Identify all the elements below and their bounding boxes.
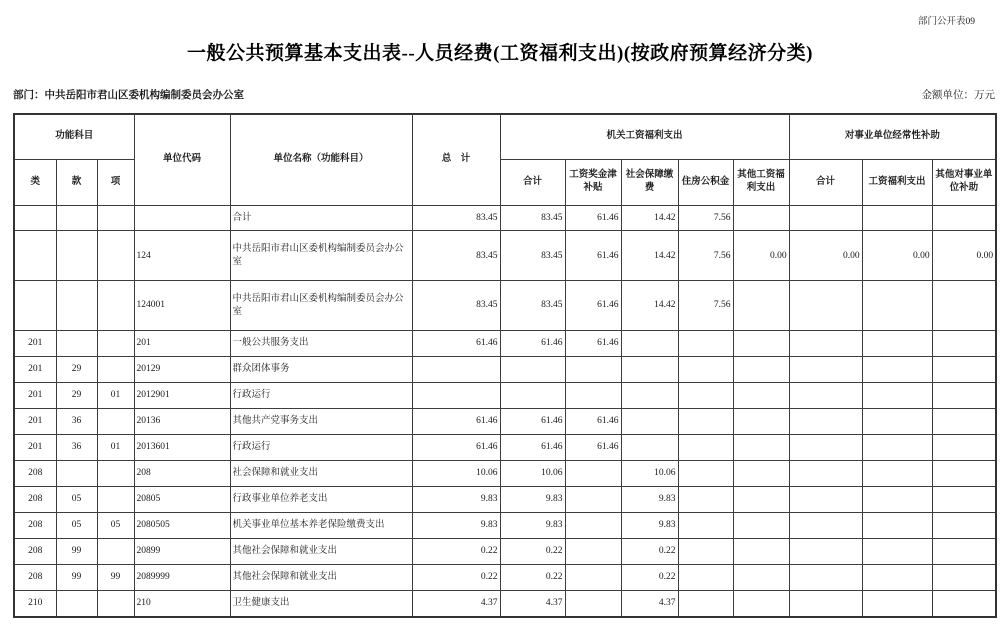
cell-unit-code [134, 205, 230, 231]
cell-inst-other [932, 512, 996, 538]
table-row [14, 331, 996, 357]
cell-org-housing-fund [678, 331, 733, 357]
cell-item-code [97, 486, 134, 512]
cell-section-code [56, 590, 97, 617]
cell-org-other-welfare [733, 357, 789, 383]
cell-unit-code: 210 [134, 590, 230, 617]
cell-org-salary-bonus [565, 383, 621, 409]
table-row [14, 460, 996, 486]
cell-org-housing-fund [678, 538, 733, 564]
cell-inst-welfare [862, 409, 932, 435]
cell-org-other-welfare [733, 512, 789, 538]
cell-unit-name: 社会保障和就业支出 [230, 460, 412, 486]
table-row [14, 435, 996, 461]
cell-unit-name: 其他社会保障和就业支出 [230, 564, 412, 590]
cell-section-code [56, 331, 97, 357]
cell-unit-name: 行政事业单位养老支出 [230, 486, 412, 512]
cell-unit-name: 卫生健康支出 [230, 590, 412, 617]
cell-class-code: 201 [14, 357, 56, 383]
cell-unit-name: 行政运行 [230, 435, 412, 461]
cell-class-code [14, 231, 56, 281]
cell-unit-code: 2080505 [134, 512, 230, 538]
cell-inst-other [932, 460, 996, 486]
cell-org-total: 0.22 [500, 564, 565, 590]
table-row [14, 409, 996, 435]
cell-org-social-security: 0.22 [621, 564, 678, 590]
header-unit-name: 单位名称（功能科目） [230, 114, 412, 205]
table-row [14, 281, 996, 331]
table-body [14, 205, 996, 617]
cell-org-housing-fund: 7.56 [678, 205, 733, 231]
cell-inst-welfare [862, 460, 932, 486]
cell-org-salary-bonus [565, 486, 621, 512]
cell-class-code: 208 [14, 564, 56, 590]
cell-unit-code: 201 [134, 331, 230, 357]
cell-org-other-welfare [733, 281, 789, 331]
cell-org-social-security: 10.06 [621, 460, 678, 486]
cell-inst-other [932, 205, 996, 231]
cell-class-code: 208 [14, 538, 56, 564]
cell-unit-code: 20899 [134, 538, 230, 564]
header-col-item: 项 [97, 159, 134, 205]
cell-section-code [56, 231, 97, 281]
cell-org-social-security [621, 409, 678, 435]
cell-inst-other: 0.00 [932, 231, 996, 281]
cell-section-code: 29 [56, 383, 97, 409]
cell-class-code: 208 [14, 486, 56, 512]
cell-inst-welfare [862, 564, 932, 590]
cell-org-total: 83.45 [500, 231, 565, 281]
cell-unit-name: 合计 [230, 205, 412, 231]
cell-org-social-security: 14.42 [621, 231, 678, 281]
cell-inst-total [789, 435, 862, 461]
cell-inst-total [789, 409, 862, 435]
cell-inst-welfare [862, 538, 932, 564]
cell-inst-other [932, 486, 996, 512]
department-label: 部门：中共岳阳市君山区委机构编制委员会办公室 [13, 90, 244, 101]
cell-inst-welfare [862, 590, 932, 617]
header-row-groups [14, 114, 996, 159]
cell-inst-other [932, 564, 996, 590]
cell-org-social-security [621, 331, 678, 357]
cell-item-code: 01 [97, 383, 134, 409]
header-col-section: 款 [56, 159, 97, 205]
cell-class-code: 210 [14, 590, 56, 617]
cell-item-code [97, 460, 134, 486]
cell-inst-welfare [862, 357, 932, 383]
cell-org-social-security [621, 435, 678, 461]
header-inst-total: 合计 [789, 159, 862, 205]
cell-org-total: 0.22 [500, 538, 565, 564]
cell-grand-total: 61.46 [412, 331, 500, 357]
cell-org-total: 4.37 [500, 590, 565, 617]
cell-unit-code: 20136 [134, 409, 230, 435]
cell-org-social-security: 9.83 [621, 512, 678, 538]
cell-org-salary-bonus: 61.46 [565, 231, 621, 281]
cell-unit-code: 124001 [134, 281, 230, 331]
cell-class-code: 201 [14, 383, 56, 409]
cell-org-salary-bonus: 61.46 [565, 331, 621, 357]
cell-org-other-welfare [733, 205, 789, 231]
cell-inst-other [932, 590, 996, 617]
cell-inst-welfare: 0.00 [862, 231, 932, 281]
cell-org-total: 61.46 [500, 435, 565, 461]
cell-org-housing-fund [678, 564, 733, 590]
table-row [14, 512, 996, 538]
cell-unit-name: 中共岳阳市君山区委机构编制委员会办公室 [230, 281, 412, 331]
cell-item-code [97, 281, 134, 331]
cell-grand-total [412, 357, 500, 383]
cell-inst-welfare [862, 486, 932, 512]
cell-item-code [97, 357, 134, 383]
cell-org-housing-fund [678, 409, 733, 435]
cell-org-salary-bonus [565, 460, 621, 486]
header-org-housing-fund: 住房公积金 [678, 159, 733, 205]
cell-org-total: 61.46 [500, 409, 565, 435]
cell-org-total: 83.45 [500, 281, 565, 331]
cell-class-code: 208 [14, 512, 56, 538]
cell-inst-other [932, 281, 996, 331]
cell-org-social-security: 4.37 [621, 590, 678, 617]
cell-org-social-security: 9.83 [621, 486, 678, 512]
cell-org-housing-fund [678, 590, 733, 617]
cell-unit-code: 20805 [134, 486, 230, 512]
cell-org-total [500, 383, 565, 409]
cell-inst-total [789, 281, 862, 331]
cell-unit-code: 124 [134, 231, 230, 281]
cell-org-social-security: 14.42 [621, 205, 678, 231]
table-header [14, 114, 996, 205]
cell-inst-total [789, 486, 862, 512]
header-org-group: 机关工资福利支出 [500, 114, 789, 159]
cell-inst-total: 0.00 [789, 231, 862, 281]
cell-grand-total: 83.45 [412, 205, 500, 231]
cell-grand-total: 61.46 [412, 409, 500, 435]
meta-row [13, 87, 995, 103]
cell-org-total: 9.83 [500, 486, 565, 512]
cell-section-code: 36 [56, 435, 97, 461]
cell-section-code: 29 [56, 357, 97, 383]
cell-org-social-security [621, 383, 678, 409]
cell-org-other-welfare [733, 564, 789, 590]
table-row [14, 205, 996, 231]
cell-inst-other [932, 331, 996, 357]
cell-org-social-security: 14.42 [621, 281, 678, 331]
cell-inst-other [932, 383, 996, 409]
cell-org-salary-bonus [565, 512, 621, 538]
cell-org-salary-bonus: 61.46 [565, 409, 621, 435]
cell-org-total: 9.83 [500, 512, 565, 538]
header-grand-total: 总 计 [412, 114, 500, 205]
cell-org-other-welfare [733, 409, 789, 435]
cell-org-total: 83.45 [500, 205, 565, 231]
cell-org-housing-fund [678, 383, 733, 409]
header-inst-other: 其他对事业单位补助 [932, 159, 996, 205]
cell-grand-total: 9.83 [412, 512, 500, 538]
header-org-social-security: 社会保障缴费 [621, 159, 678, 205]
cell-inst-welfare [862, 281, 932, 331]
cell-inst-total [789, 512, 862, 538]
cell-inst-total [789, 357, 862, 383]
cell-org-total: 10.06 [500, 460, 565, 486]
cell-class-code [14, 281, 56, 331]
cell-class-code: 201 [14, 435, 56, 461]
cell-inst-total [789, 205, 862, 231]
cell-item-code: 05 [97, 512, 134, 538]
cell-org-social-security [621, 357, 678, 383]
cell-org-housing-fund [678, 486, 733, 512]
cell-section-code: 36 [56, 409, 97, 435]
cell-unit-name: 行政运行 [230, 383, 412, 409]
form-number-label: 部门公开表09 [917, 17, 975, 27]
header-col-class: 类 [14, 159, 56, 205]
cell-inst-welfare [862, 512, 932, 538]
cell-unit-name: 一般公共服务支出 [230, 331, 412, 357]
cell-unit-code: 2013601 [134, 435, 230, 461]
cell-org-salary-bonus: 61.46 [565, 205, 621, 231]
cell-item-code [97, 538, 134, 564]
cell-item-code [97, 590, 134, 617]
cell-inst-welfare [862, 331, 932, 357]
budget-table [13, 113, 997, 618]
cell-class-code [14, 205, 56, 231]
page-title: 一般公共预算基本支出表--人员经费(工资福利支出)(按政府预算经济分类) [187, 43, 813, 64]
cell-inst-total [789, 383, 862, 409]
cell-grand-total: 0.22 [412, 538, 500, 564]
cell-unit-code: 20129 [134, 357, 230, 383]
cell-inst-total [789, 590, 862, 617]
cell-item-code: 01 [97, 435, 134, 461]
cell-org-housing-fund [678, 435, 733, 461]
cell-org-other-welfare [733, 383, 789, 409]
cell-org-salary-bonus: 61.46 [565, 435, 621, 461]
cell-item-code [97, 231, 134, 281]
cell-org-total: 61.46 [500, 331, 565, 357]
cell-grand-total [412, 383, 500, 409]
cell-org-other-welfare: 0.00 [733, 231, 789, 281]
cell-section-code: 05 [56, 512, 97, 538]
cell-class-code: 201 [14, 331, 56, 357]
cell-section-code [56, 205, 97, 231]
cell-org-other-welfare [733, 331, 789, 357]
table-row [14, 231, 996, 281]
cell-org-housing-fund [678, 512, 733, 538]
header-inst-group: 对事业单位经常性补助 [789, 114, 996, 159]
cell-grand-total: 61.46 [412, 435, 500, 461]
table-row [14, 564, 996, 590]
cell-item-code: 99 [97, 564, 134, 590]
cell-grand-total: 83.45 [412, 281, 500, 331]
cell-unit-code: 208 [134, 460, 230, 486]
cell-unit-name: 群众团体事务 [230, 357, 412, 383]
cell-section-code: 05 [56, 486, 97, 512]
cell-org-housing-fund [678, 460, 733, 486]
cell-section-code: 99 [56, 564, 97, 590]
cell-item-code [97, 331, 134, 357]
cell-grand-total: 10.06 [412, 460, 500, 486]
cell-inst-other [932, 538, 996, 564]
cell-section-code [56, 460, 97, 486]
cell-unit-code: 2012901 [134, 383, 230, 409]
cell-class-code: 201 [14, 409, 56, 435]
table-row [14, 590, 996, 617]
header-org-total: 合计 [500, 159, 565, 205]
cell-unit-code: 2089999 [134, 564, 230, 590]
cell-org-other-welfare [733, 590, 789, 617]
cell-section-code: 99 [56, 538, 97, 564]
cell-org-salary-bonus [565, 357, 621, 383]
table-row [14, 357, 996, 383]
cell-inst-total [789, 538, 862, 564]
cell-org-social-security: 0.22 [621, 538, 678, 564]
header-org-other-welfare: 其他工资福利支出 [733, 159, 789, 205]
cell-grand-total: 83.45 [412, 231, 500, 281]
cell-inst-total [789, 564, 862, 590]
cell-org-other-welfare [733, 460, 789, 486]
cell-org-other-welfare [733, 486, 789, 512]
cell-org-housing-fund: 7.56 [678, 231, 733, 281]
cell-inst-welfare [862, 205, 932, 231]
cell-org-housing-fund [678, 357, 733, 383]
cell-unit-name: 其他共产党事务支出 [230, 409, 412, 435]
header-org-salary-bonus: 工资奖金津补贴 [565, 159, 621, 205]
cell-org-total [500, 357, 565, 383]
cell-org-salary-bonus [565, 564, 621, 590]
cell-org-housing-fund: 7.56 [678, 281, 733, 331]
cell-inst-total [789, 460, 862, 486]
cell-unit-name: 机关事业单位基本养老保险缴费支出 [230, 512, 412, 538]
cell-class-code: 208 [14, 460, 56, 486]
cell-inst-welfare [862, 383, 932, 409]
table-row [14, 486, 996, 512]
table-row [14, 538, 996, 564]
cell-org-other-welfare [733, 538, 789, 564]
cell-unit-name: 其他社会保障和就业支出 [230, 538, 412, 564]
cell-item-code [97, 205, 134, 231]
cell-inst-other [932, 435, 996, 461]
cell-org-salary-bonus [565, 538, 621, 564]
cell-item-code [97, 409, 134, 435]
cell-grand-total: 0.22 [412, 564, 500, 590]
cell-org-salary-bonus: 61.46 [565, 281, 621, 331]
amount-unit-label: 金额单位：万元 [921, 90, 995, 101]
cell-inst-other [932, 357, 996, 383]
cell-grand-total: 9.83 [412, 486, 500, 512]
table-row [14, 383, 996, 409]
cell-grand-total: 4.37 [412, 590, 500, 617]
cell-org-other-welfare [733, 435, 789, 461]
cell-inst-other [932, 409, 996, 435]
header-func-group: 功能科目 [14, 114, 134, 159]
cell-section-code [56, 281, 97, 331]
cell-org-salary-bonus [565, 590, 621, 617]
header-unit-code: 单位代码 [134, 114, 230, 205]
cell-inst-welfare [862, 435, 932, 461]
header-inst-welfare: 工资福利支出 [862, 159, 932, 205]
cell-unit-name: 中共岳阳市君山区委机构编制委员会办公室 [230, 231, 412, 281]
cell-inst-total [789, 331, 862, 357]
